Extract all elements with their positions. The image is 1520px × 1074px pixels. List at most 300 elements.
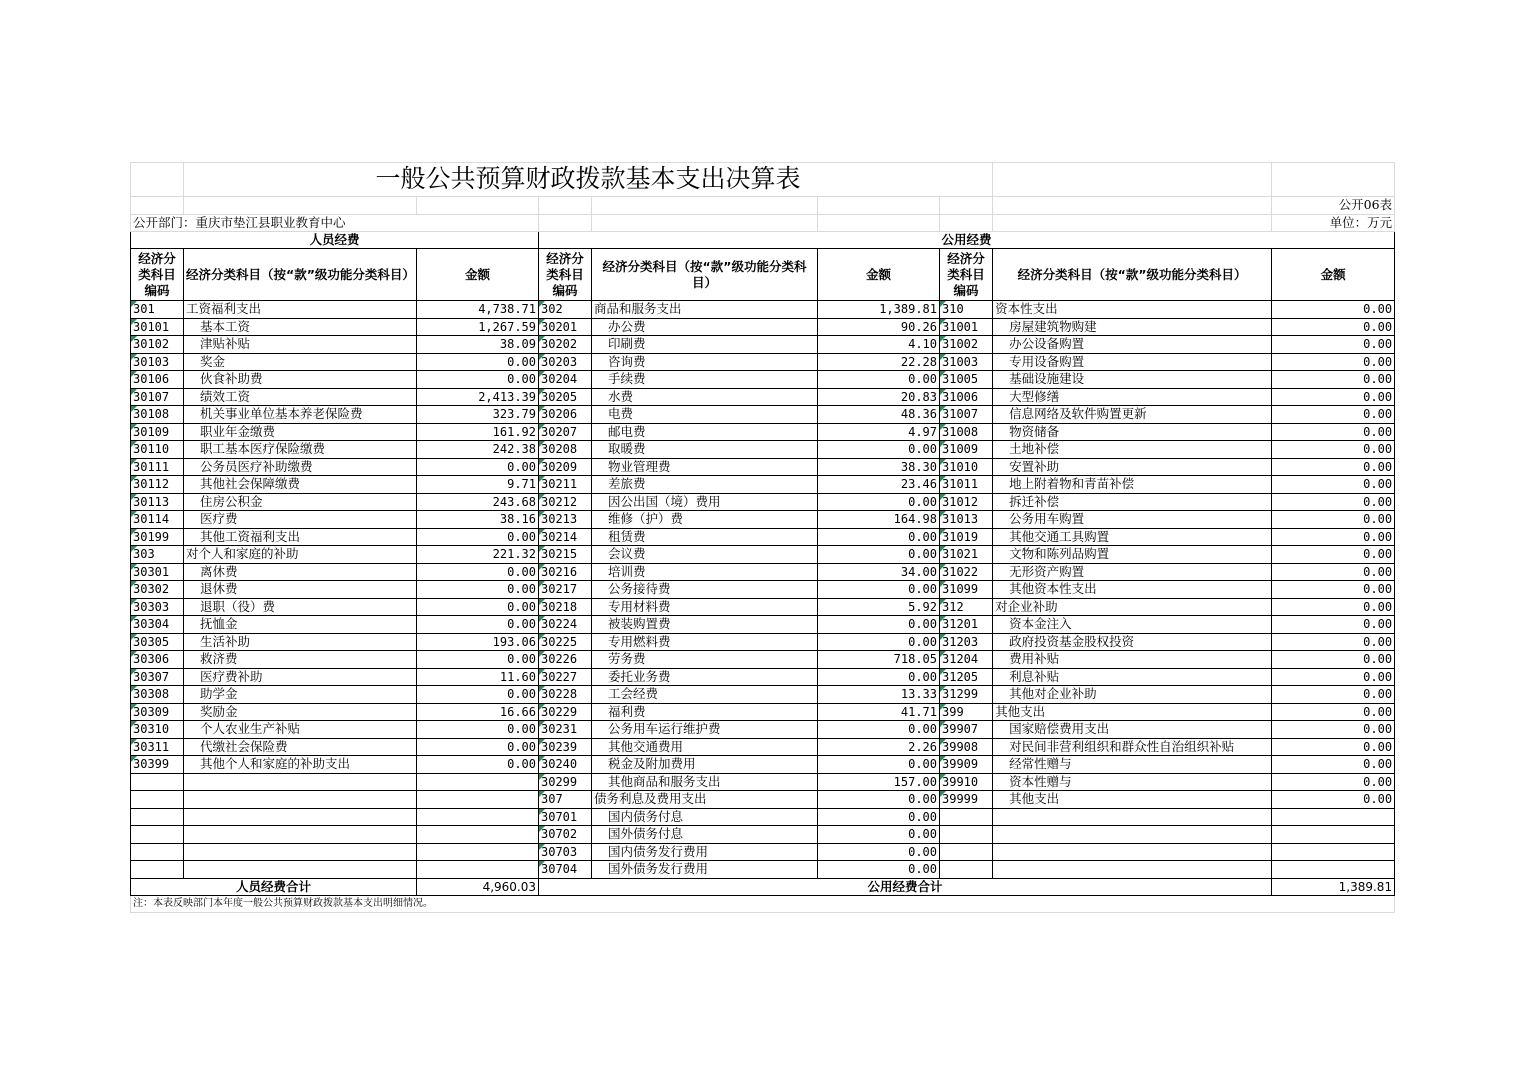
cell-amount: 4,738.71 <box>417 301 539 319</box>
cell-amount: 0.00 <box>1272 598 1395 616</box>
cell-code: 310 <box>940 301 993 319</box>
cell-amount: 0.00 <box>1272 336 1395 354</box>
cell-amount: 16.66 <box>417 703 539 721</box>
group-public: 公用经费 <box>539 232 1395 249</box>
cell-code: 30111 <box>131 458 184 476</box>
cell-name: 费用补贴 <box>993 651 1272 669</box>
cell-amount: 0.00 <box>417 598 539 616</box>
cell-code: 30227 <box>539 668 592 686</box>
group-header-row <box>131 232 1395 249</box>
cell-amount: 0.00 <box>1272 651 1395 669</box>
cell-name: 基础设施建设 <box>993 371 1272 389</box>
cell-amount: 0.00 <box>417 756 539 774</box>
cell-name: 债务利息及费用支出 <box>592 791 818 809</box>
cell-code: 30212 <box>539 493 592 511</box>
cell-amount: 5.92 <box>818 598 940 616</box>
cell-code <box>940 808 993 826</box>
cell-name: 住房公积金 <box>184 493 417 511</box>
cell-code: 30231 <box>539 721 592 739</box>
cell-name: 其他社会保障缴费 <box>184 476 417 494</box>
cell-name <box>993 861 1272 879</box>
cell-code: 30226 <box>539 651 592 669</box>
cell-amount <box>417 791 539 809</box>
cell-code <box>131 791 184 809</box>
cell-name: 维修（护）费 <box>592 511 818 529</box>
cell-name: 资本金注入 <box>993 616 1272 634</box>
cell-amount: 0.00 <box>417 563 539 581</box>
cell-name <box>993 826 1272 844</box>
cell-amount: 0.00 <box>1272 563 1395 581</box>
cell-amount: 0.00 <box>1272 301 1395 319</box>
cell-name: 土地补偿 <box>993 441 1272 459</box>
cell-name: 邮电费 <box>592 423 818 441</box>
public-total-label: 公用经费合计 <box>539 878 1272 896</box>
cell-name: 对企业补助 <box>993 598 1272 616</box>
cell-code: 30208 <box>539 441 592 459</box>
cell-code: 30114 <box>131 511 184 529</box>
cell-name: 物资储备 <box>993 423 1272 441</box>
cell-code: 30209 <box>539 458 592 476</box>
cell-name: 国外债务发行费用 <box>592 861 818 879</box>
cell-name: 其他支出 <box>993 703 1272 721</box>
cell-name: 公务接待费 <box>592 581 818 599</box>
cell-code: 301 <box>131 301 184 319</box>
totals-row <box>131 878 1395 896</box>
cell-name <box>184 861 417 879</box>
cell-amount: 0.00 <box>1272 616 1395 634</box>
cell-code: 31010 <box>940 458 993 476</box>
table-row <box>131 651 1395 669</box>
cell-name: 生活补助 <box>184 633 417 651</box>
header-code: 经济分类科目编码 <box>539 249 592 301</box>
cell-code: 31022 <box>940 563 993 581</box>
cell-amount: 0.00 <box>818 528 940 546</box>
cell-code: 30107 <box>131 388 184 406</box>
cell-amount: 0.00 <box>1272 406 1395 424</box>
table-row <box>131 738 1395 756</box>
cell-amount: 0.00 <box>818 756 940 774</box>
cell-name: 拆迁补偿 <box>993 493 1272 511</box>
cell-name: 信息网络及软件购置更新 <box>993 406 1272 424</box>
table-row <box>131 668 1395 686</box>
cell-name: 其他对企业补助 <box>993 686 1272 704</box>
cell-amount: 0.00 <box>818 581 940 599</box>
cell-code: 31205 <box>940 668 993 686</box>
cell-code: 30112 <box>131 476 184 494</box>
cell-code: 30106 <box>131 371 184 389</box>
cell-name <box>184 791 417 809</box>
cell-name: 奖励金 <box>184 703 417 721</box>
cell-amount: 4.10 <box>818 336 940 354</box>
table-row <box>131 686 1395 704</box>
cell-code: 30310 <box>131 721 184 739</box>
cell-code: 30224 <box>539 616 592 634</box>
cell-amount: 22.28 <box>818 353 940 371</box>
cell-name: 利息补贴 <box>993 668 1272 686</box>
cell-amount: 2,413.39 <box>417 388 539 406</box>
cell-code: 31011 <box>940 476 993 494</box>
department-row <box>131 214 1395 232</box>
cell-code <box>131 808 184 826</box>
cell-code: 30239 <box>539 738 592 756</box>
cell-code: 30206 <box>539 406 592 424</box>
cell-code: 30102 <box>131 336 184 354</box>
cell-name: 水费 <box>592 388 818 406</box>
cell-code: 30109 <box>131 423 184 441</box>
table-row <box>131 861 1395 879</box>
cell-name: 基本工资 <box>184 318 417 336</box>
cell-amount: 164.98 <box>818 511 940 529</box>
unit-label: 单位：万元 <box>1272 214 1395 232</box>
cell-amount: 0.00 <box>818 616 940 634</box>
cell-name: 国家赔偿费用支出 <box>993 721 1272 739</box>
cell-name: 代缴社会保险费 <box>184 738 417 756</box>
cell-name: 政府投资基金股权投资 <box>993 633 1272 651</box>
table-number: 公开06表 <box>1272 197 1395 215</box>
cell-name <box>993 808 1272 826</box>
header-code: 经济分类科目编码 <box>940 249 993 301</box>
cell-amount: 48.36 <box>818 406 940 424</box>
cell-amount: 0.00 <box>1272 791 1395 809</box>
cell-amount <box>1272 861 1395 879</box>
cell-name: 委托业务费 <box>592 668 818 686</box>
table-row <box>131 458 1395 476</box>
cell-amount: 0.00 <box>1272 773 1395 791</box>
cell-code: 30701 <box>539 808 592 826</box>
cell-amount: 0.00 <box>417 686 539 704</box>
cell-code: 31299 <box>940 686 993 704</box>
table-row <box>131 598 1395 616</box>
cell-name: 伙食补助费 <box>184 371 417 389</box>
cell-amount: 0.00 <box>1272 423 1395 441</box>
public-total-value: 1,389.81 <box>1272 878 1395 896</box>
cell-code: 30216 <box>539 563 592 581</box>
table-row <box>131 703 1395 721</box>
cell-code: 31201 <box>940 616 993 634</box>
cell-name: 国内债务发行费用 <box>592 843 818 861</box>
cell-amount: 0.00 <box>818 633 940 651</box>
budget-sheet <box>130 162 1394 913</box>
cell-code: 31003 <box>940 353 993 371</box>
cell-code: 39909 <box>940 756 993 774</box>
cell-name: 经常性赠与 <box>993 756 1272 774</box>
cell-amount: 41.71 <box>818 703 940 721</box>
cell-name: 国内债务付息 <box>592 808 818 826</box>
cell-amount <box>1272 808 1395 826</box>
cell-code: 30199 <box>131 528 184 546</box>
table-row <box>131 511 1395 529</box>
cell-code <box>131 773 184 791</box>
cell-amount: 323.79 <box>417 406 539 424</box>
cell-name: 资本性支出 <box>993 301 1272 319</box>
cell-amount: 0.00 <box>1272 546 1395 564</box>
cell-name: 取暖费 <box>592 441 818 459</box>
cell-name: 房屋建筑物购建 <box>993 318 1272 336</box>
table-no-row <box>131 197 1395 215</box>
cell-amount: 34.00 <box>818 563 940 581</box>
table-row <box>131 353 1395 371</box>
cell-amount: 0.00 <box>818 826 940 844</box>
cell-name: 绩效工资 <box>184 388 417 406</box>
table-row <box>131 721 1395 739</box>
cell-name: 无形资产购置 <box>993 563 1272 581</box>
table-row <box>131 371 1395 389</box>
cell-code <box>940 843 993 861</box>
cell-code: 30703 <box>539 843 592 861</box>
cell-amount: 161.92 <box>417 423 539 441</box>
cell-name: 福利费 <box>592 703 818 721</box>
cell-name: 劳务费 <box>592 651 818 669</box>
cell-code: 39907 <box>940 721 993 739</box>
cell-code: 307 <box>539 791 592 809</box>
cell-code <box>131 861 184 879</box>
cell-code: 30211 <box>539 476 592 494</box>
cell-name: 其他交通费用 <box>592 738 818 756</box>
cell-amount: 38.09 <box>417 336 539 354</box>
note-row <box>131 896 1395 913</box>
cell-amount <box>417 808 539 826</box>
cell-name: 职业年金缴费 <box>184 423 417 441</box>
cell-code: 30302 <box>131 581 184 599</box>
cell-code: 31021 <box>940 546 993 564</box>
cell-amount <box>417 861 539 879</box>
cell-name: 退休费 <box>184 581 417 599</box>
cell-amount: 193.06 <box>417 633 539 651</box>
cell-name <box>184 843 417 861</box>
table-row <box>131 423 1395 441</box>
department-label: 公开部门：重庆市垫江县职业教育中心 <box>131 214 539 232</box>
cell-amount: 90.26 <box>818 318 940 336</box>
cell-amount: 38.30 <box>818 458 940 476</box>
cell-amount: 0.00 <box>1272 703 1395 721</box>
cell-name: 其他资本性支出 <box>993 581 1272 599</box>
title-row <box>131 163 1395 197</box>
header-name: 经济分类科目（按“款”级功能分类科目） <box>993 249 1272 301</box>
cell-name: 其他个人和家庭的补助支出 <box>184 756 417 774</box>
table-row <box>131 493 1395 511</box>
table-row <box>131 808 1395 826</box>
table-row <box>131 441 1395 459</box>
cell-amount: 38.16 <box>417 511 539 529</box>
cell-code: 31203 <box>940 633 993 651</box>
table-row <box>131 791 1395 809</box>
cell-amount: 0.00 <box>1272 441 1395 459</box>
cell-amount <box>1272 826 1395 844</box>
cell-code: 30217 <box>539 581 592 599</box>
cell-amount: 0.00 <box>1272 738 1395 756</box>
cell-code: 31005 <box>940 371 993 389</box>
cell-name: 助学金 <box>184 686 417 704</box>
group-personnel: 人员经费 <box>131 232 539 249</box>
cell-code: 30101 <box>131 318 184 336</box>
cell-name: 商品和服务支出 <box>592 301 818 319</box>
cell-amount: 718.05 <box>818 651 940 669</box>
cell-amount: 4.97 <box>818 423 940 441</box>
cell-code: 31008 <box>940 423 993 441</box>
header-code: 经济分类科目编码 <box>131 249 184 301</box>
cell-amount: 0.00 <box>1272 756 1395 774</box>
cell-name: 对民间非营利组织和群众性自治组织补贴 <box>993 738 1272 756</box>
cell-name: 安置补助 <box>993 458 1272 476</box>
cell-name: 公务用车购置 <box>993 511 1272 529</box>
cell-name: 救济费 <box>184 651 417 669</box>
cell-name: 医疗费补助 <box>184 668 417 686</box>
cell-code: 31013 <box>940 511 993 529</box>
header-amount: 金额 <box>417 249 539 301</box>
cell-code: 302 <box>539 301 592 319</box>
cell-amount: 0.00 <box>1272 511 1395 529</box>
cell-code: 39908 <box>940 738 993 756</box>
cell-name <box>184 826 417 844</box>
cell-amount: 243.68 <box>417 493 539 511</box>
cell-name: 其他工资福利支出 <box>184 528 417 546</box>
cell-name: 被装购置费 <box>592 616 818 634</box>
cell-code: 30214 <box>539 528 592 546</box>
cell-code: 30301 <box>131 563 184 581</box>
cell-code: 30305 <box>131 633 184 651</box>
table-row <box>131 528 1395 546</box>
budget-table <box>130 162 1395 913</box>
cell-name: 地上附着物和青苗补偿 <box>993 476 1272 494</box>
cell-code: 31006 <box>940 388 993 406</box>
cell-amount: 0.00 <box>818 791 940 809</box>
table-row <box>131 546 1395 564</box>
cell-name: 文物和陈列品购置 <box>993 546 1272 564</box>
cell-amount: 0.00 <box>818 668 940 686</box>
cell-code: 30213 <box>539 511 592 529</box>
table-row <box>131 826 1395 844</box>
column-header-row <box>131 249 1395 301</box>
cell-code: 30307 <box>131 668 184 686</box>
cell-name: 租赁费 <box>592 528 818 546</box>
cell-name: 抚恤金 <box>184 616 417 634</box>
cell-code: 399 <box>940 703 993 721</box>
cell-amount: 0.00 <box>818 808 940 826</box>
cell-code: 30704 <box>539 861 592 879</box>
cell-name: 电费 <box>592 406 818 424</box>
cell-amount: 0.00 <box>818 861 940 879</box>
table-row <box>131 581 1395 599</box>
cell-code: 30218 <box>539 598 592 616</box>
cell-name: 差旅费 <box>592 476 818 494</box>
cell-name: 个人农业生产补贴 <box>184 721 417 739</box>
cell-code: 31099 <box>940 581 993 599</box>
cell-name: 咨询费 <box>592 353 818 371</box>
cell-code <box>940 826 993 844</box>
cell-name: 办公设备购置 <box>993 336 1272 354</box>
cell-amount: 0.00 <box>818 843 940 861</box>
cell-amount <box>417 843 539 861</box>
personnel-total-value: 4,960.03 <box>417 878 539 896</box>
cell-name: 工资福利支出 <box>184 301 417 319</box>
table-row <box>131 388 1395 406</box>
cell-amount: 157.00 <box>818 773 940 791</box>
cell-code: 303 <box>131 546 184 564</box>
cell-name: 离休费 <box>184 563 417 581</box>
cell-code <box>131 843 184 861</box>
cell-amount: 0.00 <box>818 371 940 389</box>
table-row <box>131 476 1395 494</box>
cell-amount: 1,389.81 <box>818 301 940 319</box>
cell-amount: 1,267.59 <box>417 318 539 336</box>
cell-name: 大型修缮 <box>993 388 1272 406</box>
cell-amount: 0.00 <box>417 651 539 669</box>
cell-amount: 2.26 <box>818 738 940 756</box>
cell-amount: 0.00 <box>1272 371 1395 389</box>
cell-amount: 0.00 <box>818 721 940 739</box>
cell-code: 31012 <box>940 493 993 511</box>
cell-code: 39999 <box>940 791 993 809</box>
cell-name: 税金及附加费用 <box>592 756 818 774</box>
table-row <box>131 301 1395 319</box>
cell-code: 31007 <box>940 406 993 424</box>
cell-code: 31009 <box>940 441 993 459</box>
cell-name: 专用材料费 <box>592 598 818 616</box>
cell-amount: 0.00 <box>417 616 539 634</box>
cell-code: 30202 <box>539 336 592 354</box>
cell-code: 30113 <box>131 493 184 511</box>
cell-code: 30204 <box>539 371 592 389</box>
cell-code: 30309 <box>131 703 184 721</box>
cell-code: 30110 <box>131 441 184 459</box>
cell-amount: 0.00 <box>1272 528 1395 546</box>
cell-code: 30311 <box>131 738 184 756</box>
cell-code: 31019 <box>940 528 993 546</box>
cell-amount: 20.83 <box>818 388 940 406</box>
cell-amount: 0.00 <box>1272 721 1395 739</box>
cell-code: 30229 <box>539 703 592 721</box>
cell-code: 31204 <box>940 651 993 669</box>
cell-amount: 0.00 <box>417 738 539 756</box>
cell-name: 公务员医疗补助缴费 <box>184 458 417 476</box>
cell-name: 医疗费 <box>184 511 417 529</box>
cell-code: 30399 <box>131 756 184 774</box>
cell-name: 其他支出 <box>993 791 1272 809</box>
cell-name: 津贴补贴 <box>184 336 417 354</box>
cell-amount <box>417 826 539 844</box>
cell-code: 30225 <box>539 633 592 651</box>
cell-code: 30304 <box>131 616 184 634</box>
cell-amount: 0.00 <box>1272 476 1395 494</box>
cell-name <box>184 808 417 826</box>
cell-amount <box>417 773 539 791</box>
cell-amount: 0.00 <box>818 493 940 511</box>
cell-amount: 0.00 <box>417 353 539 371</box>
cell-name: 退职（役）费 <box>184 598 417 616</box>
cell-amount: 0.00 <box>417 721 539 739</box>
cell-name: 物业管理费 <box>592 458 818 476</box>
cell-amount: 13.33 <box>818 686 940 704</box>
cell-code: 30306 <box>131 651 184 669</box>
cell-name: 手续费 <box>592 371 818 389</box>
header-amount: 金额 <box>818 249 940 301</box>
cell-code <box>940 861 993 879</box>
cell-name: 培训费 <box>592 563 818 581</box>
cell-name: 资本性赠与 <box>993 773 1272 791</box>
cell-code: 30228 <box>539 686 592 704</box>
cell-code: 30240 <box>539 756 592 774</box>
cell-amount: 242.38 <box>417 441 539 459</box>
cell-code: 31002 <box>940 336 993 354</box>
cell-code: 39910 <box>940 773 993 791</box>
cell-amount: 9.71 <box>417 476 539 494</box>
cell-amount: 11.60 <box>417 668 539 686</box>
cell-amount: 0.00 <box>1272 668 1395 686</box>
cell-code: 312 <box>940 598 993 616</box>
cell-name: 对个人和家庭的补助 <box>184 546 417 564</box>
cell-name: 因公出国（境）费用 <box>592 493 818 511</box>
cell-code: 30207 <box>539 423 592 441</box>
